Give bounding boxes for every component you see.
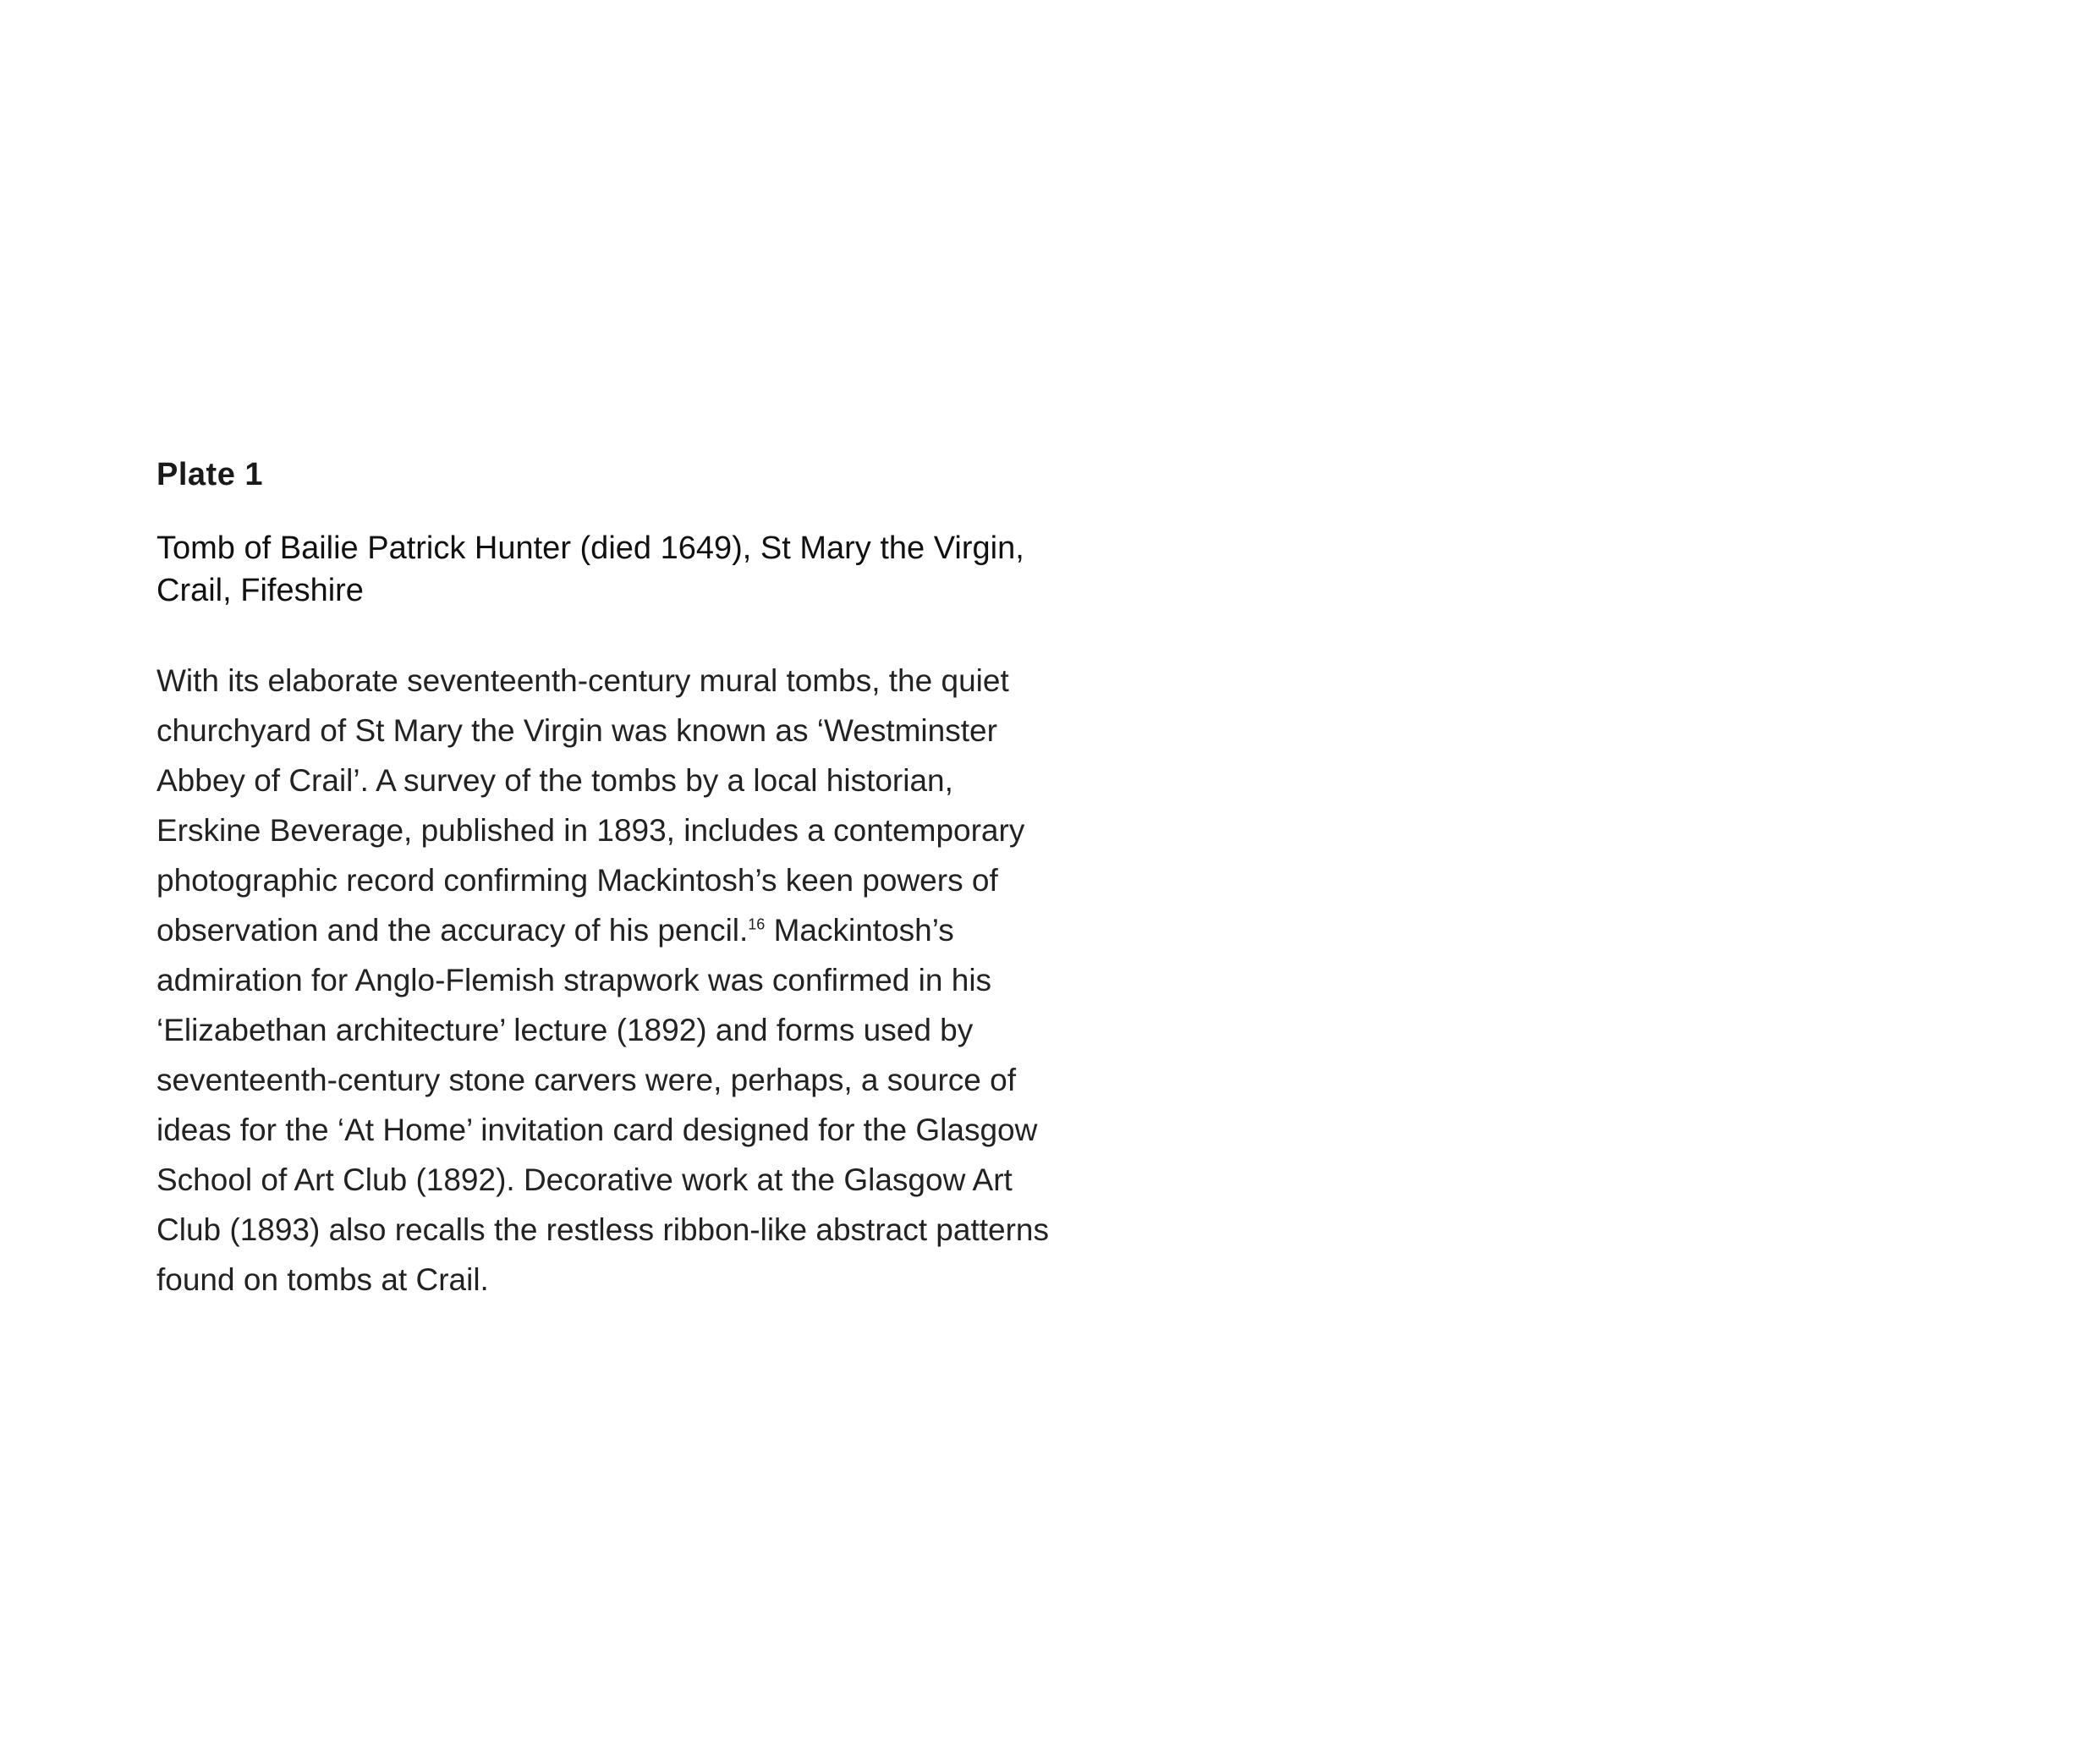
plate-description-text: With its elaborate seventeenth-century mural tombs, the quiet churchyard of St Mary the Virgin was known as ‘Westminster Abbey of Crail’. A survey of the tombs by a local historian, Erskine Beverage, published in 1893, includes a contemporary photographic record confirming Mackintosh’s keen powers of observation and the accuracy of his pencil. — [156, 663, 1025, 948]
plate-title: Tomb of Bailie Patrick Hunter (died 1649), St Mary the Virgin, Crail, Fifeshire — [156, 530, 1024, 608]
plate-description-text-continued: Mackintosh’s admiration for Anglo-Flemish strapwork was confirmed in his ‘Elizabethan architecture’ lecture (1892) and forms used by seventeenth-century stone carvers were, perhaps, a source of ideas for the ‘At Home’ invitation card designed for the Glasgow School of Art Club (1892). Decorative work at the Glasgow Art Club (1893) also recalls the restless ribbon-like abstract patterns found on tombs at Crail. — [156, 913, 1049, 1297]
plate-description — [156, 656, 1053, 1305]
plate-text-column — [156, 453, 1087, 1305]
footnote-reference[interactable]: 16 — [748, 915, 766, 933]
plate-number-heading: Plate 1 — [156, 457, 264, 492]
